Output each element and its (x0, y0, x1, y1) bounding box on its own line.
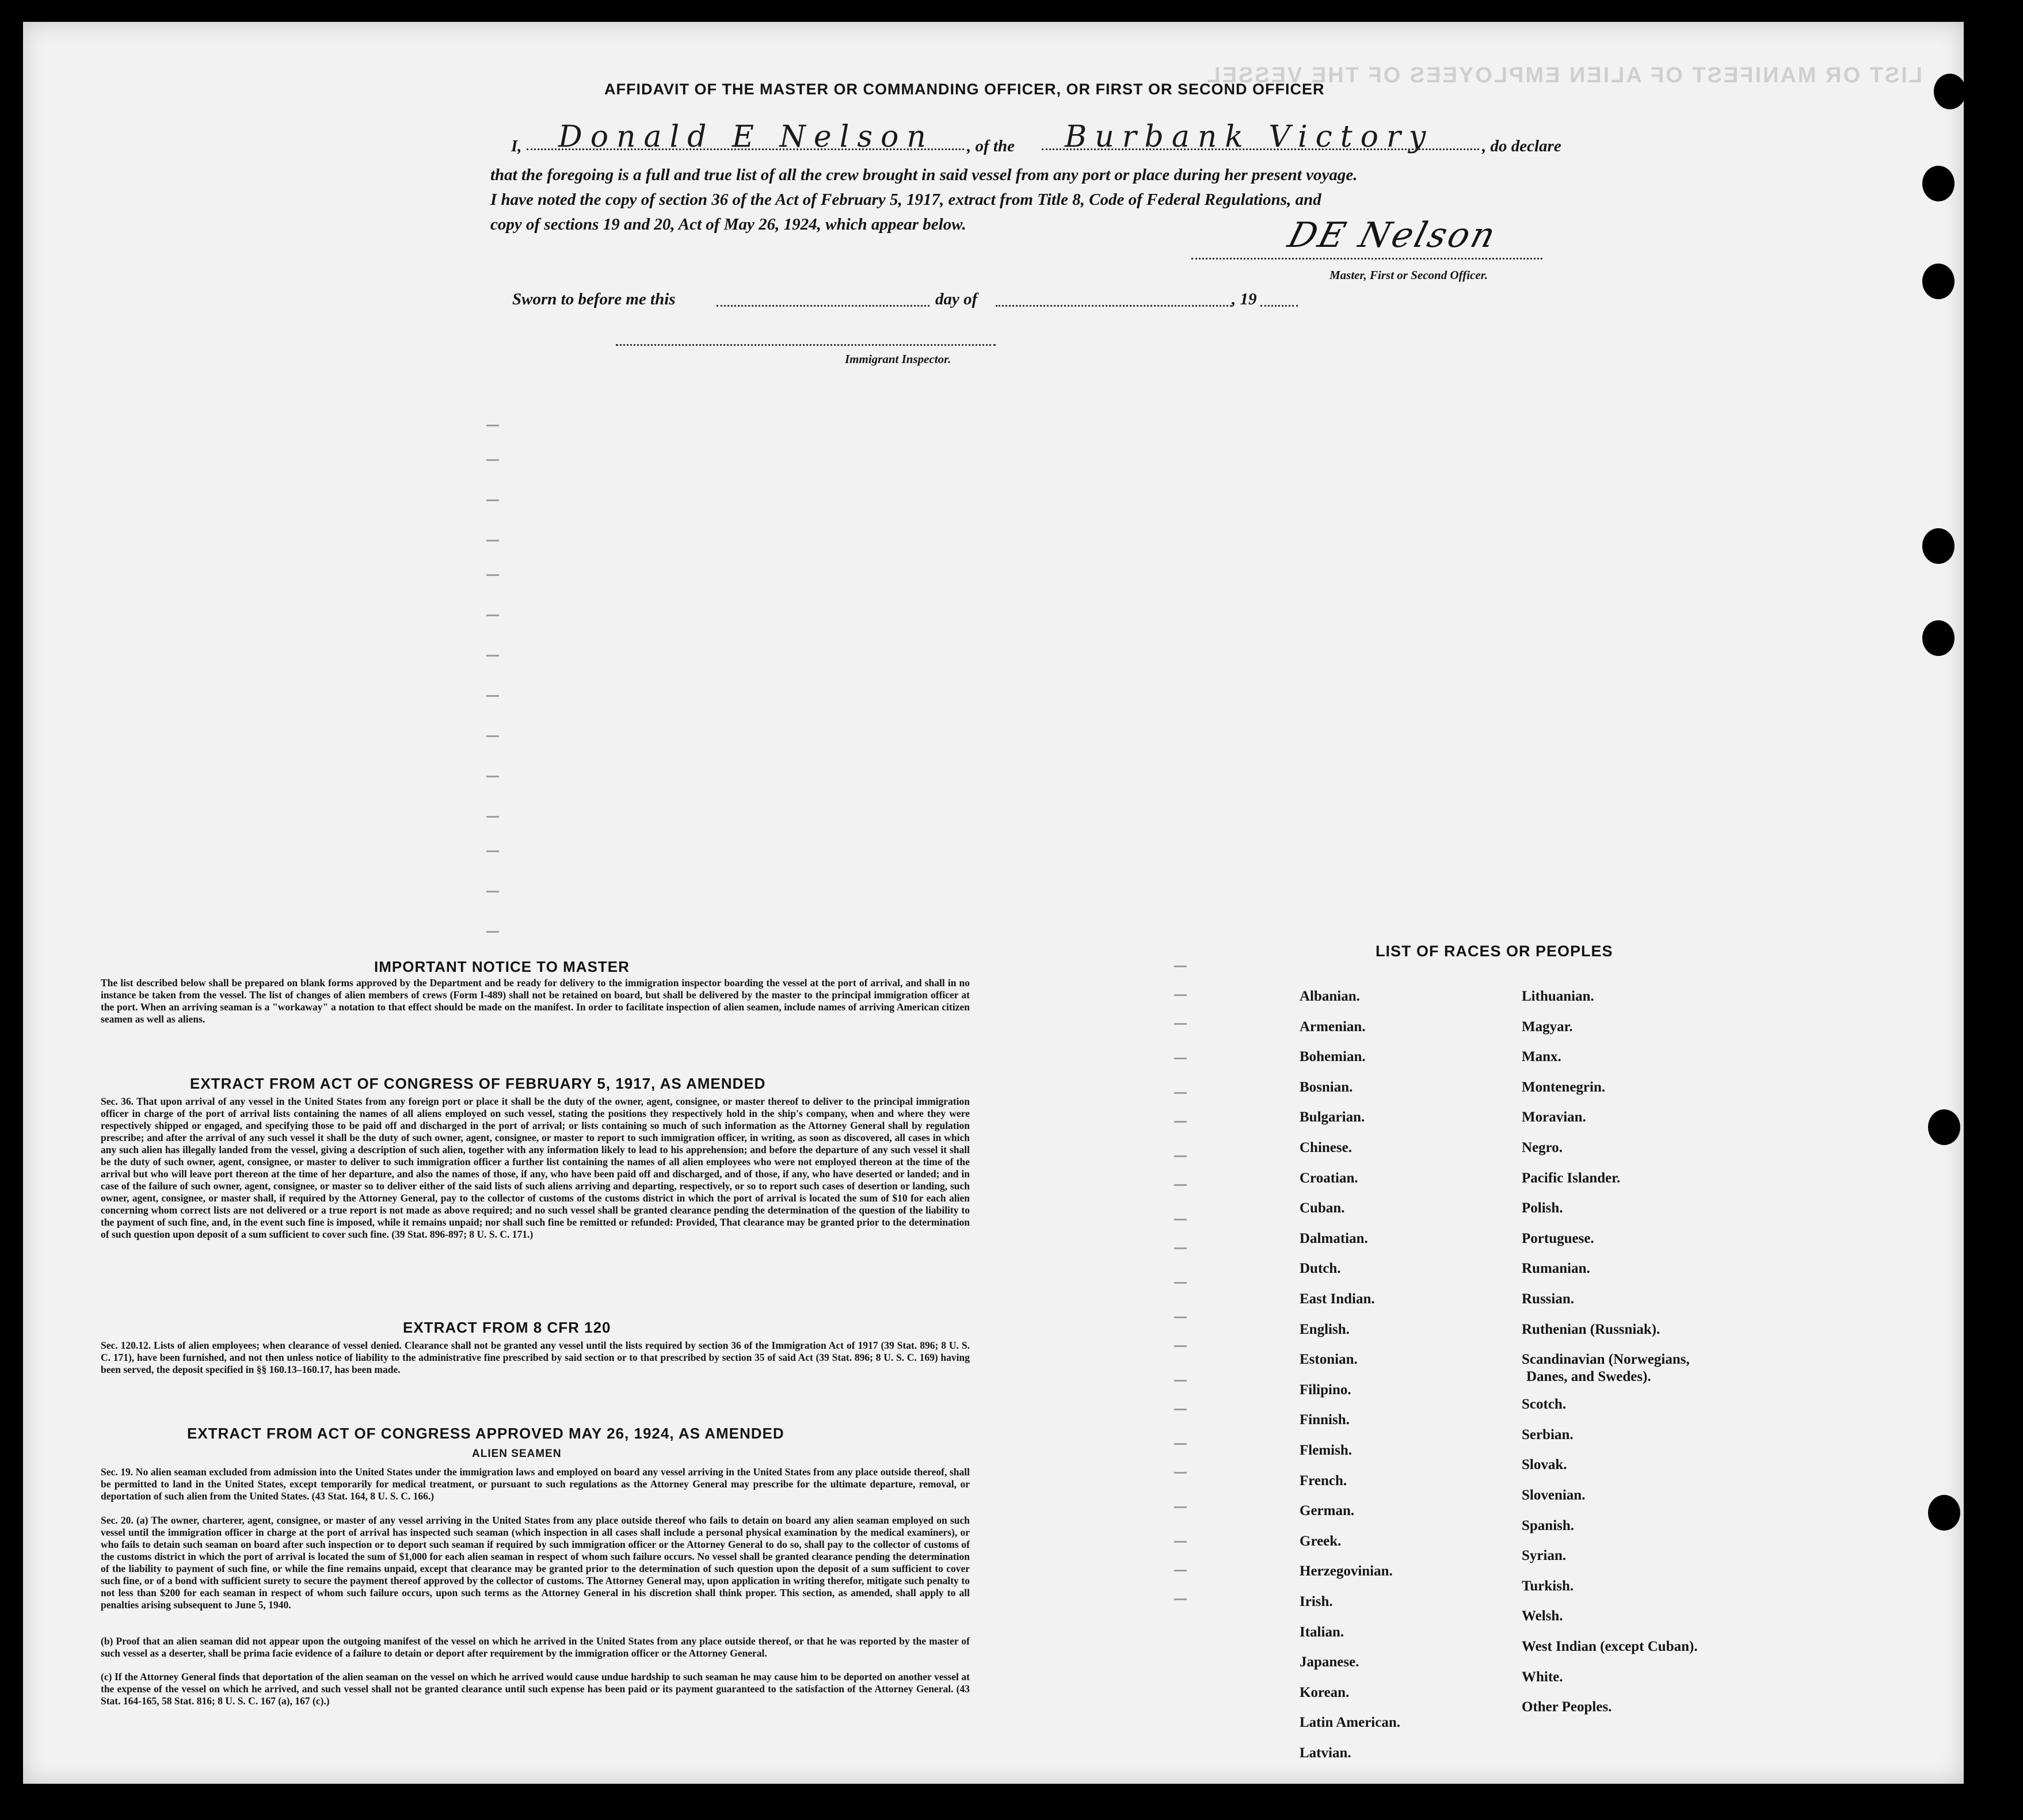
race-item: Filipino. (1300, 1382, 1351, 1398)
extract-cfr-body: Sec. 120.12. Lists of alien employees; when clearance of vessel denied. Clearance shall not be granted any vessel until the lists required by section 36 of the Immigration Act of 1917 (39 Stat. 896; 8 U. S. C. 171), have been furnished, and not then unless notice of liability to the administrative fine prescribed by said section or to that prescribed by section 35 of said Act (39 Stat. 896; 8 U. S. C. 169) having been served, the deposit specified in §§ 160.13–160.17, has been made. (101, 1340, 970, 1375)
races-title: LIST OF RACES OR PEOPLES (1376, 943, 1613, 960)
race-item: Dutch. (1300, 1261, 1341, 1277)
of-the-label: , of the (967, 137, 1015, 155)
race-item: Albanian. (1300, 989, 1360, 1004)
master-name-line (527, 148, 964, 150)
form-tick (1174, 1409, 1187, 1410)
race-item: Montenegrin. (1522, 1079, 1606, 1095)
form-tick (1174, 1247, 1187, 1249)
race-item: Ruthenian (Russniak). (1522, 1321, 1660, 1337)
race-item: Estonian. (1300, 1352, 1358, 1368)
extract-1924-sec20c: (c) If the Attorney General finds that deportation of the alien seaman on the vessel on which he arrived would cause undue hardship to such seaman he may cause him to be deported on another vessel at the expense of the vessel on which he arrived, and such vessel shall not be granted clearance until such expense has been paid or its payment guaranteed to the satisfaction of the Attorney General. (43 Stat. 164-165, 58 Stat. 816; 8 U. S. C. 167 (a), 167 (c).) (101, 1671, 970, 1707)
race-item: Danes, and Swedes). (1526, 1369, 1651, 1385)
day-of-label: day of (935, 290, 978, 308)
form-tick (486, 850, 499, 852)
form-tick (486, 499, 499, 501)
race-item: Manx. (1522, 1049, 1561, 1065)
form-tick (486, 574, 499, 576)
sworn-month-line (996, 305, 1232, 307)
extract-1924-subtitle: ALIEN SEAMEN (472, 1448, 562, 1460)
inspector-signature-line (616, 344, 996, 346)
form-tick (486, 891, 499, 892)
race-item: Latin American. (1300, 1715, 1400, 1731)
punch-hole (1922, 264, 1955, 299)
form-tick (486, 816, 499, 818)
race-item: Polish. (1522, 1200, 1563, 1216)
form-tick (1174, 1155, 1187, 1157)
affidavit-line-3: copy of sections 19 and 20, Act of May 26, 1924, which appear below. (490, 215, 966, 234)
race-item: Latvian. (1300, 1745, 1351, 1761)
race-item: Bosnian. (1300, 1079, 1353, 1095)
bleed-through-title: LIST OR MANIFEST OF ALIEN EMPLOYEES OF THE VESSEL (1205, 63, 1922, 87)
extract-1917-title: EXTRACT FROM ACT OF CONGRESS OF FEBRUARY 5, 1917, AS AMENDED (190, 1075, 766, 1092)
race-item: Bohemian. (1300, 1049, 1366, 1065)
form-tick (1174, 1317, 1187, 1318)
race-item: Turkish. (1522, 1578, 1574, 1594)
form-tick (486, 540, 499, 541)
form-tick (1174, 1282, 1187, 1284)
form-tick (1174, 1443, 1187, 1445)
race-item: Rumanian. (1522, 1261, 1590, 1277)
race-item: East Indian. (1300, 1291, 1375, 1307)
form-tick (486, 735, 499, 737)
document-page (23, 22, 1964, 1784)
race-item: Korean. (1300, 1684, 1350, 1700)
race-item: Bulgarian. (1300, 1109, 1365, 1125)
race-item: Slovenian. (1522, 1487, 1586, 1503)
master-name-handwritten: Donald E Nelson (558, 120, 934, 154)
extract-cfr-title: EXTRACT FROM 8 CFR 120 (403, 1319, 611, 1336)
extract-1924-sec20a: Sec. 20. (a) The owner, charterer, agent, consignee, or master of any vessel arriving in the United States from any place outside thereof who fails to detain on board any alien seaman employed on such vessel until the immigration officer in charge at the port of arrival has inspected such seaman (which inspection in all cases shall include a personal physical examination by the medical examiners), or who fails to detain such seaman on board after such inspection or to deport such seaman if required by such immigration officer or the Attorney General to do so, shall pay to the collector of customs of the customs district in which the port of arrival is located the sum of $1,000 for each alien seaman in respect of whom such failure occurs. No vessel shall be granted clearance pending the determination of the liability to payment of such fine, or while the fine remains unpaid, except that clearance may be granted prior to the determination of such question upon the deposit of a sum sufficient to cover such fine, or of a bond with sufficient surety to secure the payment thereof approved by the collector of customs. The Attorney General may, upon application in writing therefor, mitigate such penalty to not less than $200 for each seaman in respect of whom such failure occurs, upon such terms as the Attorney General in his discretion shall think proper. This section, as amended, shall apply to all penalties arising subsequent to June 5, 1940. (101, 1514, 970, 1611)
race-item: Syrian. (1522, 1548, 1567, 1564)
punch-hole (1934, 74, 1966, 109)
form-tick (1174, 966, 1187, 967)
race-item: Spanish. (1522, 1517, 1575, 1533)
extract-1917-body: Sec. 36. That upon arrival of any vessel in the United States from any foreign port or place it shall be the duty of the owner, agent, consignee, or master thereof to deliver to the principal immigration officer in charge of the port of arrival lists containing the names of all aliens employed on such vessel, stating the positions they respectively hold in the ship's company, when and where they were respectively shipped or engaged, and specifying those to be paid off and discharged in the port of arrival; or lists containing so much of such information as the Attorney General shall by regulation prescribe; and after the arrival of any such vessel it shall be the duty of such owner, agent, consignee, or master to report to such immigration officer, in writing, as soon as discovered, all cases in which any such alien has illegally landed from the vessel, giving a description of such alien, together with any information likely to lead to his apprehension; and before the departure of any such vessel it shall be the duty of such owner, agent, consignee, or master to deliver to such immigration officer a further list containing the names of all alien employees who were not employed thereon at the time of the arrival but who will leave port thereon at the time of her departure, and also the names of those, if any, who have been paid off and discharged, and of those, if any, who have deserted or landed; and in case of the failure of such owner, agent, consignee, or master so to deliver either of the said lists of such aliens arriving and departing, respectively, or so to report such cases of desertion or landing, such owner, agent, consignee, or master shall, if required by the Attorney General, pay to the collector of customs of the customs district in which the port of arrival is located the sum of $10 for each alien concerning whom correct lists are not delivered or a true report is not made as above required; and no such vessel shall be granted clearance pending the determination of the question of the liability to the payment of such fine, and, in the event such fine is imposed, while it remains unpaid; nor shall such fine be remitted or refunded: Provided, That clearance may be granted prior to the determination of such question upon deposit of a sum sufficient to cover such fine. (39 Stat. 896-897; 8 U. S. C. 171.) (101, 1096, 970, 1240)
race-item: Scotch. (1522, 1397, 1567, 1413)
do-declare-label: , do declare (1482, 137, 1561, 155)
year-label: , 19 (1232, 290, 1257, 308)
signature-line (1191, 258, 1542, 260)
race-item: French. (1300, 1472, 1347, 1489)
race-item: Flemish. (1300, 1443, 1352, 1458)
race-item: Pacific Islander. (1522, 1170, 1621, 1186)
form-tick (486, 615, 499, 616)
extract-1924-sec19: Sec. 19. No alien seaman excluded from admission into the United States under the immigration laws and employed on board any vessel arriving in the United States from any place outside thereof, shall be permitted to land in the United States, except temporarily for medical treatment, or pursuant to such regulations as the Attorney General may prescribe for the ultimate departure, removal, or deportation of such alien from the United States. (43 Stat. 164, 8 U. S. C. 166.) (101, 1466, 970, 1502)
race-item: Portuguese. (1522, 1230, 1594, 1246)
form-tick (1174, 1121, 1187, 1123)
form-tick (1174, 1541, 1187, 1543)
race-item: Magyar. (1522, 1018, 1573, 1035)
sworn-day-line (717, 305, 929, 307)
form-tick (1174, 1184, 1187, 1186)
punch-hole (1922, 620, 1955, 656)
race-item: Herzegovinian. (1300, 1563, 1393, 1579)
race-item: Chinese. (1300, 1140, 1352, 1155)
form-tick (486, 931, 499, 933)
race-item: Dalmatian. (1300, 1230, 1368, 1246)
punch-hole (1928, 1495, 1960, 1531)
notice-title: IMPORTANT NOTICE TO MASTER (374, 958, 630, 975)
form-tick (1174, 1219, 1187, 1220)
inspector-caption: Immigrant Inspector. (845, 352, 951, 366)
race-item: Cuban. (1300, 1200, 1345, 1216)
form-tick (1174, 1092, 1187, 1094)
extract-1924-title: EXTRACT FROM ACT OF CONGRESS APPROVED MAY 26, 1924, AS AMENDED (187, 1425, 784, 1442)
race-item: Scandinavian (Norwegians, (1522, 1352, 1690, 1368)
form-tick (1174, 1570, 1187, 1571)
affidavit-title: AFFIDAVIT OF THE MASTER OR COMMANDING OFFICER, OR FIRST OR SECOND OFFICER (604, 81, 1325, 98)
affidavit-i-label: I, (511, 137, 522, 155)
punch-hole (1928, 1109, 1960, 1145)
form-tick (1174, 1058, 1187, 1059)
race-item: Finnish. (1300, 1412, 1350, 1428)
sworn-label: Sworn to before me this (512, 290, 676, 308)
form-tick (1174, 994, 1187, 996)
race-item: German. (1300, 1503, 1355, 1519)
race-item: Russian. (1522, 1291, 1575, 1307)
master-signature: DE Nelson (1283, 215, 1502, 255)
punch-hole (1922, 166, 1955, 201)
race-item: Slovak. (1522, 1457, 1567, 1473)
race-item: English. (1300, 1321, 1350, 1337)
punch-hole (1922, 528, 1955, 564)
form-tick (1174, 1345, 1187, 1347)
race-item: Moravian. (1522, 1109, 1586, 1125)
race-item: Irish. (1300, 1594, 1333, 1609)
race-item: Croatian. (1300, 1170, 1358, 1186)
race-item: Welsh. (1522, 1608, 1563, 1624)
race-item: Armenian. (1300, 1018, 1366, 1035)
form-tick (1174, 1472, 1187, 1474)
race-item: West Indian (except Cuban). (1522, 1639, 1698, 1654)
race-item: White. (1522, 1669, 1563, 1685)
form-tick (486, 655, 499, 657)
race-item: Lithuanian. (1522, 989, 1594, 1004)
form-tick (1174, 1380, 1187, 1382)
race-item: Japanese. (1300, 1654, 1359, 1670)
form-tick (1174, 1506, 1187, 1508)
race-item: Other Peoples. (1522, 1699, 1612, 1715)
form-tick (486, 776, 499, 777)
affidavit-line-1: that the foregoing is a full and true list of all the crew brought in said vessel from any port or place during her present voyage. (490, 166, 1358, 184)
notice-body: The list described below shall be prepared on blank forms approved by the Department and be ready for delivery to the immigration inspector boarding the vessel at the port of arrival, and shall in no instance be taken from the vessel. The list of changes of alien members of crews (Form I-489) shall not be retained on board, but shall be delivered by the master to the principal immigration officer at the port. When an arriving seaman is a "workaway" a notation to that effect should be made on the manifest. In order to facilitate inspection of alien seamen, include names of arriving American citizen seamen as well as aliens. (101, 977, 970, 1025)
vessel-name-line (1042, 148, 1479, 150)
form-tick (486, 459, 499, 461)
form-tick (1174, 1598, 1187, 1600)
affidavit-line-2: I have noted the copy of section 36 of the Act of February 5, 1917, extract from Title 8, Code of Federal Regulations, and (490, 190, 1321, 209)
form-tick (486, 425, 499, 426)
race-item: Greek. (1300, 1533, 1342, 1549)
race-item: Italian. (1300, 1624, 1344, 1640)
form-tick (1174, 1023, 1187, 1025)
sworn-year-line (1260, 305, 1298, 307)
vessel-name-handwritten: Burbank Victory (1065, 120, 1434, 154)
race-item: Serbian. (1522, 1426, 1574, 1443)
extract-1924-sec20b: (b) Proof that an alien seaman did not appear upon the outgoing manifest of the vessel on which he arrived in the United States from any place outside thereof, or that he was reported by the master of such vessel as a deserter, shall be prima facie evidence of a failure to detain or deport after requirement by the immigration officer or the Attorney General. (101, 1635, 970, 1659)
race-item: Negro. (1522, 1140, 1563, 1155)
signature-caption: Master, First or Second Officer. (1329, 268, 1488, 282)
form-tick (486, 695, 499, 697)
